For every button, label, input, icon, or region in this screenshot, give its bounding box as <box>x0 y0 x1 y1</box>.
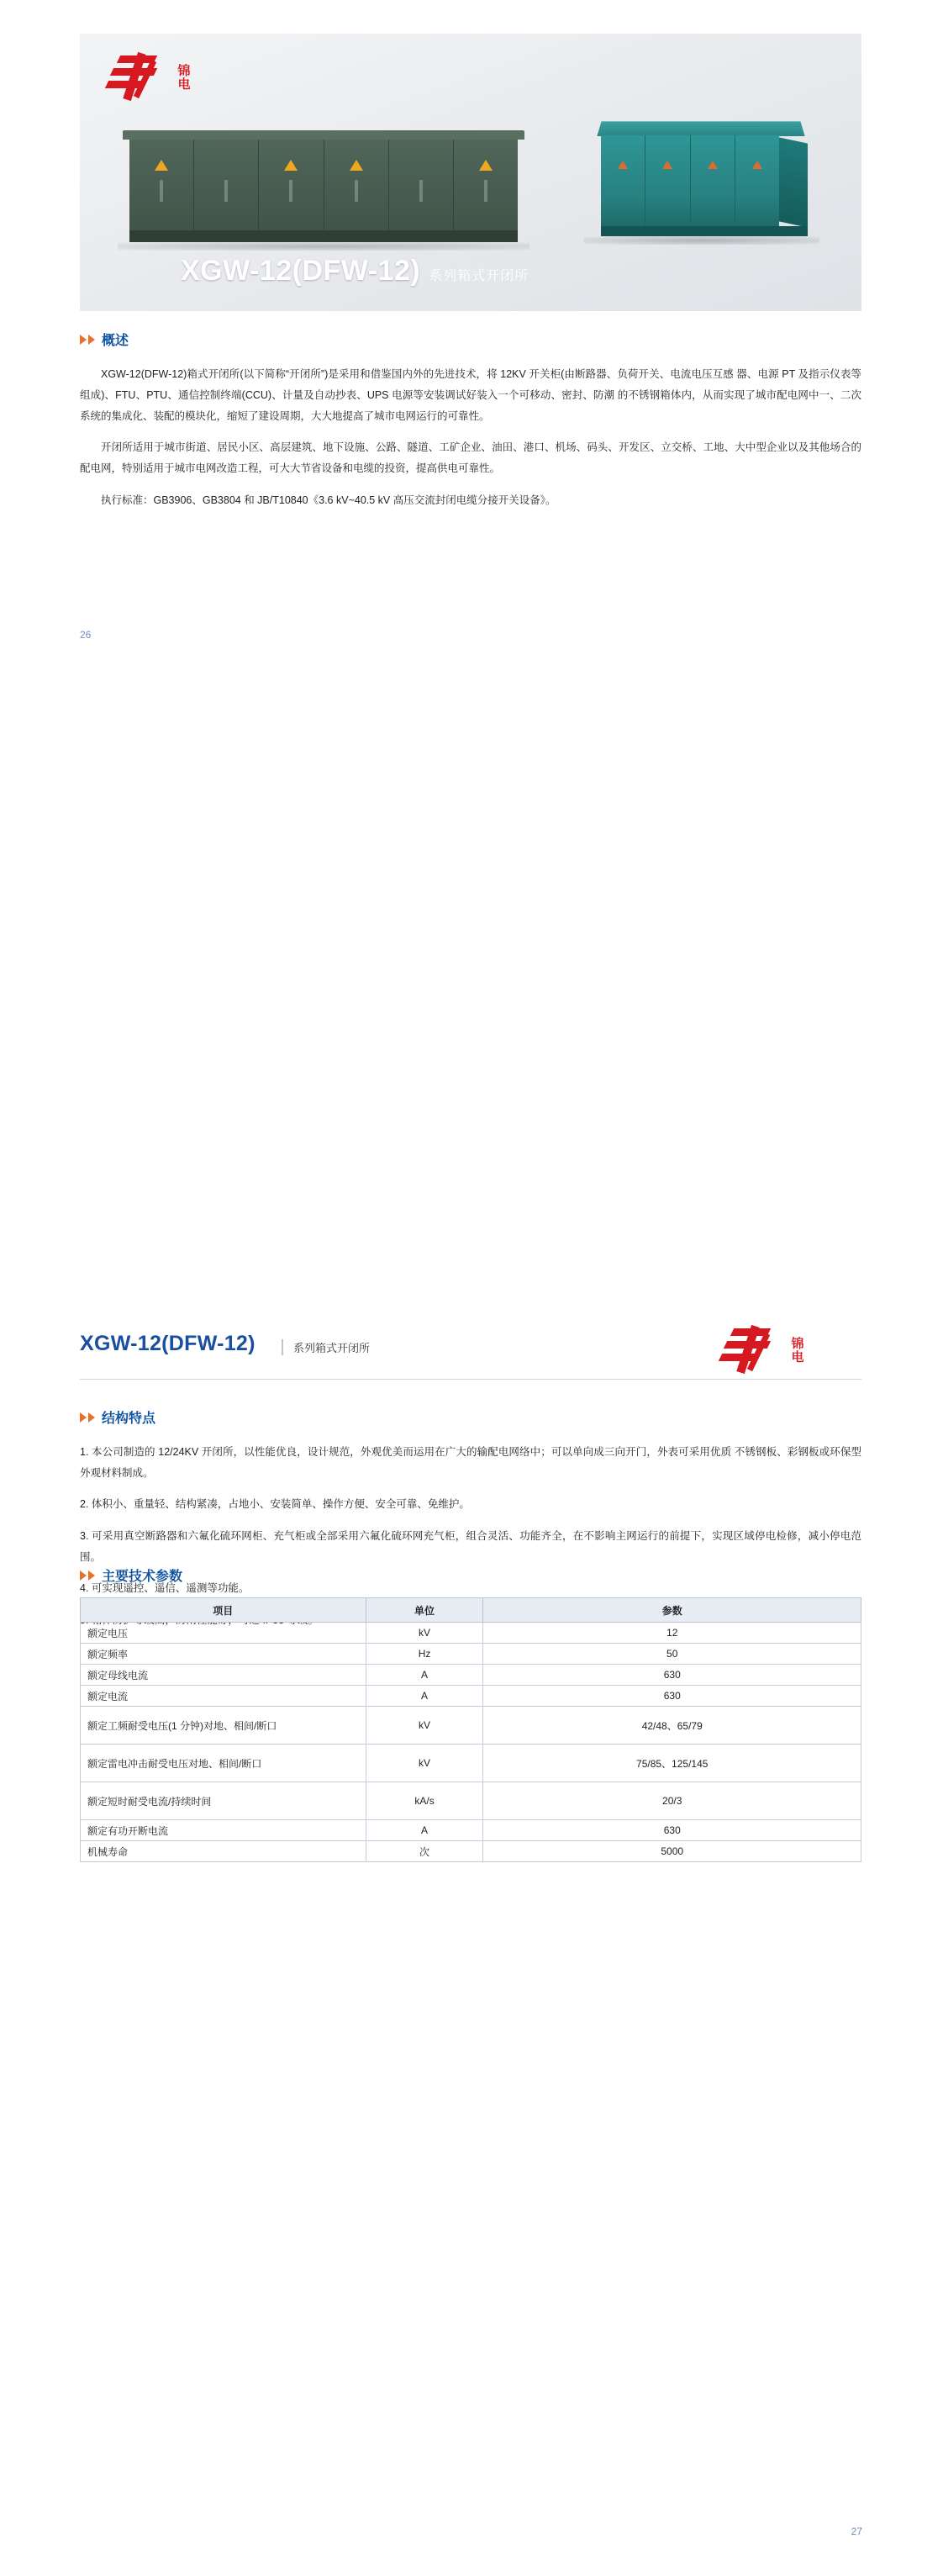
hero-title-sub: 系列箱式开闭所 <box>429 269 529 283</box>
table-row <box>81 1686 861 1707</box>
overview-paragraph-2: 开闭所适用于城市街道、居民小区、高层建筑、地下设施、公路、隧道、工矿企业、油田、港口、机场、码头、开发区、立交桥、工地、大中型企业以及其他场合的配电网，特别适用于城市电网改造工程，可大大节省设备和电缆的投资，提高供电可靠性。 <box>80 441 861 474</box>
overview-paragraph-1: XGW-12(DFW-12)箱式开闭所(以下简称“开闭所”)是采用和借鉴国内外的先进技术，将 12KV 开关柜(由断路器、负荷开关、电流电压互感 器、电源 PT 及指示仪表等组成)、FTU、PTU、通信控制终端(CCU)、计量及自动抄表、UPS 电源等安装调试好装入一个可移动、密封、防潮 的不锈钢箱体内，从而实现了城市配电网中一、二次系统的集成化、装配的模块化，缩短了建设周期，大大地提高了城市电网运行的可靠性。 <box>80 367 861 422</box>
warning-triangle-icon <box>662 161 672 169</box>
double-arrow-icon <box>80 1412 95 1423</box>
cabinet-panel <box>454 140 518 230</box>
table-cell-unit: 次 <box>366 1841 483 1862</box>
table-cell-item: 额定雷电冲击耐受电压对地、相间/断口 <box>81 1745 366 1782</box>
table-cell-unit: A <box>366 1686 483 1707</box>
table-cell-item: 额定电压 <box>81 1623 366 1644</box>
table-cell-value: 12 <box>483 1623 861 1644</box>
overview-heading-label: 概述 <box>102 334 129 348</box>
table-cell-value: 630 <box>483 1665 861 1686</box>
table-cell-value: 42/48、65/79 <box>483 1707 861 1745</box>
table-cell-unit: kV <box>366 1707 483 1745</box>
structure-item: 4. 可实现遥控、遥信、遥测等功能。 <box>80 1582 250 1594</box>
page-number-26: 26 <box>80 629 92 641</box>
product-photo-teal-cabinet <box>584 113 811 248</box>
table-row <box>81 1644 861 1665</box>
table-cell-item: 额定工频耐受电压(1 分钟)对地、相间/断口 <box>81 1707 366 1745</box>
overview-heading <box>80 330 129 349</box>
table-row <box>81 1745 861 1782</box>
table-cell-unit: kV <box>366 1623 483 1644</box>
table-cell-unit: A <box>366 1665 483 1686</box>
warning-triangle-icon <box>618 161 628 169</box>
warning-triangle-icon <box>350 160 363 171</box>
structure-item: 1. 本公司制造的 12/24KV 开闭所，以性能优良，设计规范，外观优美而运用在广大的输配电网络中；可以单向成三向开门，外表可采用优质 不锈钢板、彩钢板或环保型外观材料制成。 <box>80 1445 861 1479</box>
structure-item: 3. 可采用真空断路器和六氟化硫环网柜、充气柜或全部采用六氟化硫环网充气柜，组合灵活、功能齐全，在不影响主网运行的前提下，实现区域停电检修，减小停电范围。 <box>80 1529 861 1563</box>
double-arrow-icon <box>80 335 95 345</box>
warning-triangle-icon <box>708 161 718 169</box>
brand-logo-text <box>177 65 191 92</box>
table-cell-item: 额定有功开断电流 <box>81 1820 366 1841</box>
cabinet-panel <box>194 140 259 230</box>
hero-banner <box>80 34 861 311</box>
overview-paragraph-3: 执行标准：GB3906、GB3804 和 JB/T10840《3.6 kV~40.5 kV 高压交流封闭电缆分接开关设备》。 <box>101 494 556 506</box>
lightning-logo-icon <box>719 1325 784 1377</box>
structure-heading-label: 结构特点 <box>102 1412 156 1426</box>
table-header-item: 项目 <box>81 1598 366 1623</box>
warning-triangle-icon <box>479 160 493 171</box>
page-header <box>80 1332 861 1377</box>
table-cell-item: 额定频率 <box>81 1644 366 1665</box>
cabinet-panel <box>691 135 735 226</box>
table-cell-item: 额定母线电流 <box>81 1665 366 1686</box>
cabinet-panel <box>259 140 324 230</box>
hero-title <box>181 255 529 288</box>
structure-heading <box>80 1407 155 1427</box>
cabinet-panel <box>389 140 454 230</box>
cabinet-panel <box>324 140 389 230</box>
warning-triangle-icon <box>752 161 762 169</box>
cabinet-panel <box>601 135 645 226</box>
table-cell-value: 630 <box>483 1820 861 1841</box>
hero-title-main: XGW-12(DFW-12) <box>181 255 421 287</box>
cabinet-panel <box>735 135 779 226</box>
page-subtitle: 系列箱式开闭所 <box>282 1339 370 1355</box>
brand-logo <box>105 52 265 111</box>
page-title: XGW-12(DFW-12) <box>80 1332 256 1355</box>
table-cell-unit: A <box>366 1820 483 1841</box>
table-cell-item: 额定电流 <box>81 1686 366 1707</box>
page-number-27: 27 <box>851 2526 862 2537</box>
table-header-value: 参数 <box>483 1598 861 1623</box>
table-header-row <box>81 1598 861 1623</box>
spec-table-body <box>81 1623 861 1862</box>
table-cell-value: 20/3 <box>483 1782 861 1820</box>
table-cell-value: 50 <box>483 1644 861 1665</box>
table-row <box>81 1665 861 1686</box>
params-heading <box>80 1565 182 1585</box>
table-header-unit: 单位 <box>366 1598 483 1623</box>
table-cell-item: 额定短时耐受电流/持续时间 <box>81 1782 366 1820</box>
table-cell-unit: kA/s <box>366 1782 483 1820</box>
page-2 <box>0 1288 943 2576</box>
header-brand-logo-text-line2: 电 <box>791 1350 805 1365</box>
lightning-logo-icon <box>105 52 171 104</box>
table-row <box>81 1841 861 1862</box>
overview-body <box>80 353 861 521</box>
table-row <box>81 1820 861 1841</box>
product-photo-green-cabinet <box>118 130 529 244</box>
table-cell-item: 机械寿命 <box>81 1841 366 1862</box>
double-arrow-icon <box>80 1570 95 1581</box>
header-brand-logo-text-line1: 锦 <box>791 1337 805 1352</box>
header-brand-logo-text <box>791 1338 804 1365</box>
warning-triangle-icon <box>155 160 168 171</box>
params-heading-label: 主要技术参数 <box>102 1570 183 1584</box>
header-divider <box>80 1379 861 1380</box>
table-row <box>81 1623 861 1644</box>
structure-item: 2. 体积小、重量轻、结构紧凑，占地小、安装简单、操作方便、安全可靠、免维护。 <box>80 1498 470 1510</box>
cabinet-panel <box>645 135 690 226</box>
header-brand-logo <box>719 1325 861 1374</box>
brand-logo-text-line1: 锦 <box>177 64 192 79</box>
table-row <box>81 1707 861 1745</box>
table-cell-unit: Hz <box>366 1644 483 1665</box>
brand-logo-text-line2: 电 <box>177 77 192 92</box>
table-cell-unit: kV <box>366 1745 483 1782</box>
spec-table <box>80 1597 861 1862</box>
spec-table-wrapper <box>80 1597 861 1862</box>
warning-triangle-icon <box>284 160 298 171</box>
table-cell-value: 5000 <box>483 1841 861 1862</box>
table-cell-value: 75/85、125/145 <box>483 1745 861 1782</box>
cabinet-panel <box>129 140 194 230</box>
table-row <box>81 1782 861 1820</box>
table-cell-value: 630 <box>483 1686 861 1707</box>
